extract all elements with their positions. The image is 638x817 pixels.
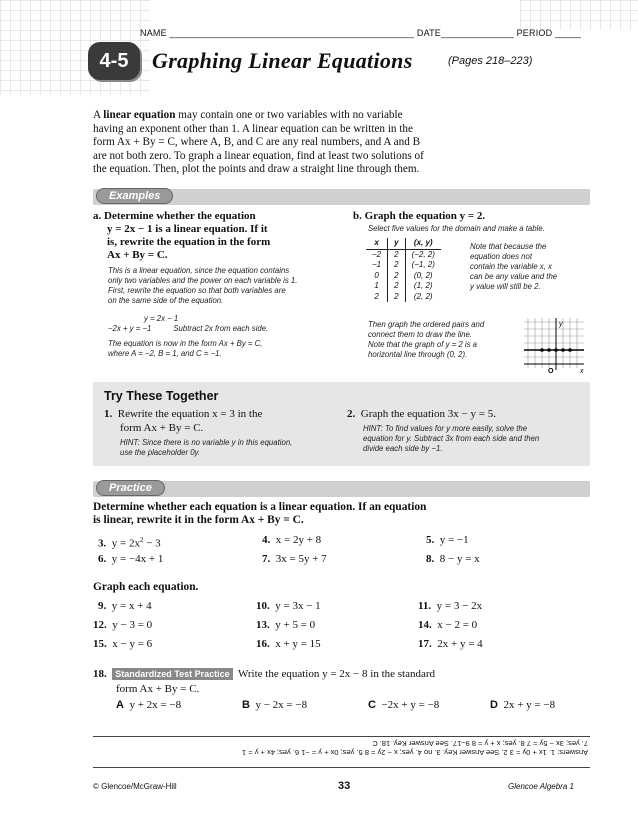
practice-label: Practice <box>96 480 165 496</box>
practice-item-7: 7. 3x = 5y + 7 <box>262 553 327 565</box>
example-b-heading: b. Graph the equation y = 2. <box>353 210 486 222</box>
practice-item-9: 9. y = x + 4 <box>98 600 152 612</box>
example-b-graph-note: Then graph the ordered pairs and connect them to draw the line. Note that the graph of y = 2 is a horizontal line through (0, 2). <box>368 320 485 359</box>
intro-paragraph: A linear equation may contain one or two variables with no variable having an exponent other than 1. A linear equation can be written in the form Ax + By = C, where A, B, and C are any real numbers, and A and B are not both zero. To graph a linear equation, find at least two solutions of the equation. Then, plot the points and draw a straight line through them. <box>93 109 424 176</box>
try-these-together-title: Try These Together <box>104 389 219 403</box>
example-b-instruction: Select five values for the domain and make a table. <box>368 224 545 233</box>
example-a-steps: y = 2x − 1 −2x + y = −1 Subtract 2x from each side. <box>108 314 269 333</box>
example-a-conclusion: The equation is now in the form Ax + By = C, where A = −2, B = 1, and C = −1. <box>108 339 263 358</box>
answers-line-1: Answers: 1. 1x + 0y = 3 2. See Answer Key. 3. no 4. yes; x − 2y = 8 5. yes; 0x + y = −1 6. yes; 4x + y = 1 <box>241 748 588 757</box>
examples-label: Examples <box>96 188 173 204</box>
period-blank[interactable]: _____ <box>555 28 582 38</box>
page-number: 33 <box>338 780 351 792</box>
decorative-grid-right <box>520 0 638 30</box>
table-row: −2 2 (−2, 2) <box>366 249 441 260</box>
col-header-x: x <box>366 238 388 249</box>
practice-item-5: 5. y = −1 <box>426 534 469 546</box>
footer-book-title: Glencoe Algebra 1 <box>508 782 574 791</box>
date-label: DATE <box>416 28 442 38</box>
practice-item-4: 4. x = 2y + 8 <box>262 534 322 546</box>
practice-item-14: 14. x − 2 = 0 <box>418 619 478 631</box>
date-blank[interactable]: ______________ <box>441 28 514 38</box>
practice-item-10: 10. y = 3x − 1 <box>256 600 321 612</box>
choice-b[interactable]: B y − 2x = −8 <box>242 699 308 711</box>
practice-item-17: 17. 2x + y = 4 <box>418 638 483 650</box>
page-range: (Pages 218–223) <box>448 55 533 67</box>
example-a-heading: a. Determine whether the equation y = 2x − 1 is a linear equation. If it is, rewrite the equation in the form Ax + By = C. <box>93 210 271 261</box>
choice-a[interactable]: A y + 2x = −8 <box>116 699 182 711</box>
footer-copyright: © Glencoe/McGraw-Hill <box>93 782 177 791</box>
practice-item-16: 16. x + y = 15 <box>256 638 321 650</box>
practice-item-12: 12. y − 3 = 0 <box>93 619 153 631</box>
table-row: 0 2 (0, 2) <box>366 271 441 282</box>
graph-origin-label: O <box>548 368 554 374</box>
practice-item-13: 13. y + 5 = 0 <box>256 619 316 631</box>
practice-item-18-cont: form Ax + By = C. <box>116 683 200 695</box>
choice-d[interactable]: D 2x + y = −8 <box>490 699 556 711</box>
name-blank[interactable]: _______________________________________________ <box>169 28 415 38</box>
values-table-wrap <box>366 238 441 302</box>
graph-y-label: y <box>559 321 563 328</box>
table-row: −1 2 (−1, 2) <box>366 260 441 271</box>
practice-banner <box>93 481 590 497</box>
col-header-y: y <box>388 238 405 249</box>
practice-directions: Determine whether each equation is a linear equation. If an equation is linear, rewrite it in the form Ax + By = C. <box>93 501 427 526</box>
try-question-1: 1. Rewrite the equation x = 3 in the form Ax + By = C. <box>104 408 263 434</box>
practice-item-6: 6. y = −4x + 1 <box>98 553 164 565</box>
choice-c[interactable]: C −2x + y = −8 <box>368 699 440 711</box>
answers-box <box>93 736 590 768</box>
graph-each-heading: Graph each equation. <box>93 581 199 593</box>
lesson-number-badge: 4-5 <box>88 42 140 80</box>
period-label: PERIOD <box>516 28 553 38</box>
example-b-side-note: Note that because the equation does not contain the variable x, x can be any value and the y value will still be 2. <box>470 242 558 291</box>
values-table <box>366 238 441 302</box>
practice-item-11: 11. y = 3 − 2x <box>418 600 483 612</box>
try-question-2: 2. Graph the equation 3x − y = 5. <box>347 408 496 420</box>
name-label: NAME <box>140 28 167 38</box>
practice-item-15: 15. x − y = 6 <box>93 638 153 650</box>
col-header-xy: (x, y) <box>405 238 441 249</box>
practice-item-8: 8. 8 − y = x <box>426 553 480 565</box>
header-fields <box>140 28 581 38</box>
table-row: 2 2 (2, 2) <box>366 292 441 303</box>
try-hint-1: HINT: Since there is no variable y in this equation, use the placeholder 0y. <box>120 438 293 457</box>
answers-upside-down <box>242 739 588 757</box>
term-linear-equation: linear equation <box>103 109 176 121</box>
standardized-test-badge: Standardized Test Practice <box>112 668 232 680</box>
graph-x-label: x <box>580 368 584 374</box>
practice-item-18: 18. Standardized Test Practice Write the equation y = 2x − 8 in the standard <box>93 668 436 680</box>
answers-line-2: 7. yes; 3x − 5y = 7 8. yes; x + y = 8 9–17. See Answer Key. 18. C <box>372 739 588 748</box>
example-a-explanation: This is a linear equation, since the equation contains only two variables and the power on each variable is 1. First, rewrite the equation so that both variables are on the same side of the equation. <box>108 266 298 305</box>
example-b-graph <box>524 318 586 374</box>
table-row: 1 2 (1, 2) <box>366 281 441 292</box>
try-hint-2: HINT: To find values for y more easily, solve the equation for y. Subtract 3x from each side and then divide each side by −1. <box>363 424 540 453</box>
page-title: Graphing Linear Equations <box>152 48 413 73</box>
practice-item-3: 3. $y = 2x^2 - 3$ <box>98 536 161 550</box>
